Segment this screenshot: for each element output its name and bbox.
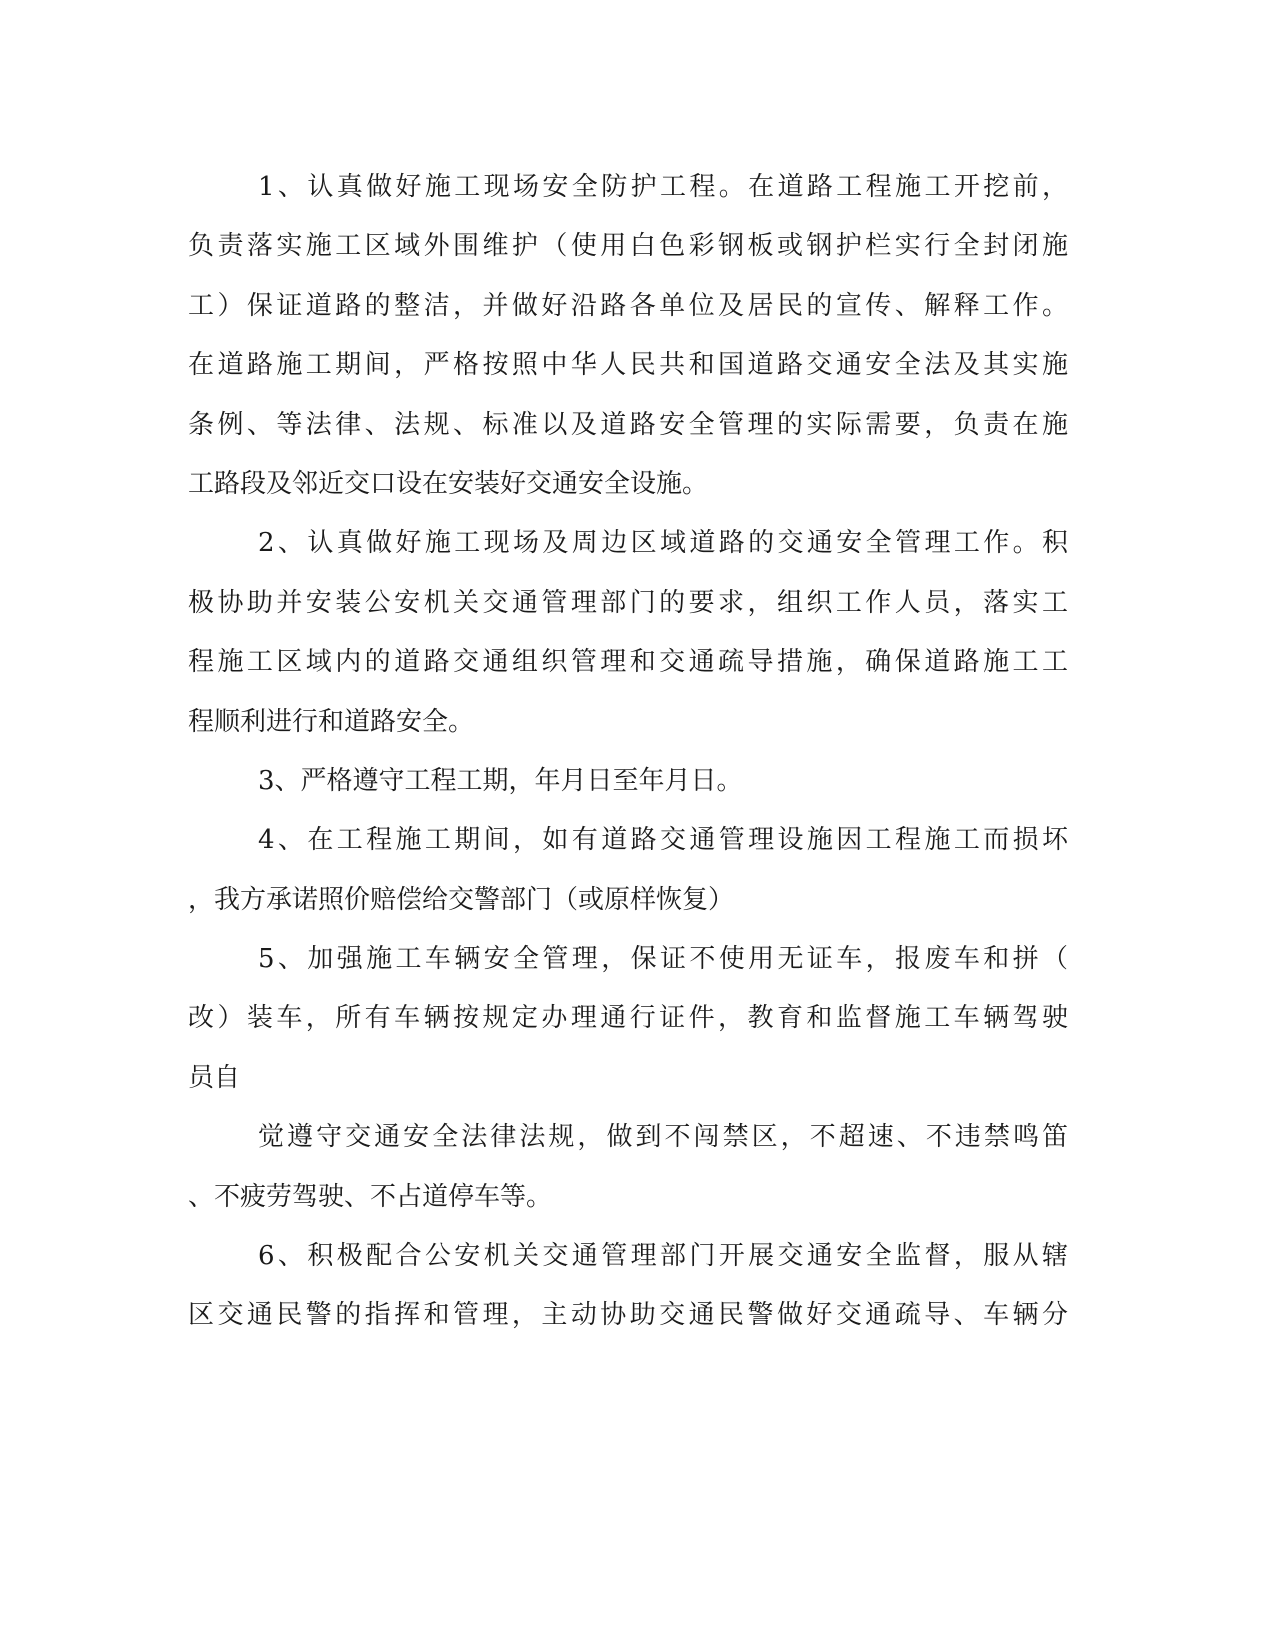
text-line: 在道路施工期间，严格按照中华人民共和国道路交通安全法及其实施 (188, 350, 1068, 381)
text-line: ，我方承诺照价赔偿给交警部门（或原样恢复） (188, 884, 735, 915)
text-line: 工路段及邻近交口设在安装好交通安全设施。 (188, 468, 709, 499)
text-line: 5、加强施工车辆安全管理，保证不使用无证车，报废车和拼（ (258, 944, 1068, 975)
text-line: 程顺利进行和道路安全。 (188, 706, 475, 737)
text-line: 区交通民警的指挥和管理，主动协助交通民警做好交通疏导、车辆分 (188, 1300, 1068, 1331)
text-line: 极协助并安装公安机关交通管理部门的要求，组织工作人员，落实工 (188, 587, 1068, 618)
text-line: 6、积极配合公安机关交通管理部门开展交通安全监督，服从辖 (258, 1241, 1068, 1272)
text-line: 工）保证道路的整洁，并做好沿路各单位及居民的宣传、解释工作。 (188, 290, 1068, 321)
text-line: 3、严格遵守工程工期，年月日至年月日。 (258, 765, 743, 796)
text-line: 条例、等法律、法规、标准以及道路安全管理的实际需要，负责在施 (188, 409, 1068, 440)
text-line: 1、认真做好施工现场安全防护工程。在道路工程施工开挖前， (258, 172, 1068, 202)
text-line: 负责落实施工区域外围维护（使用白色彩钢板或钢护栏实行全封闭施 (188, 231, 1068, 262)
text-line: 2、认真做好施工现场及周边区域道路的交通安全管理工作。积 (258, 528, 1068, 559)
text-line: 改）装车，所有车辆按规定办理通行证件，教育和监督施工车辆驾驶 (188, 1003, 1068, 1034)
text-line: 觉遵守交通安全法律法规，做到不闯禁区，不超速、不违禁鸣笛 (258, 1122, 1068, 1153)
text-line: 员自 (188, 1062, 241, 1093)
text-line: 、不疲劳驾驶、不占道停车等。 (188, 1181, 553, 1212)
text-line: 4、在工程施工期间，如有道路交通管理设施因工程施工而损坏 (258, 825, 1068, 856)
document-body (188, 158, 1068, 1346)
text-line: 程施工区域内的道路交通组织管理和交通疏导措施，确保道路施工工 (188, 647, 1068, 678)
